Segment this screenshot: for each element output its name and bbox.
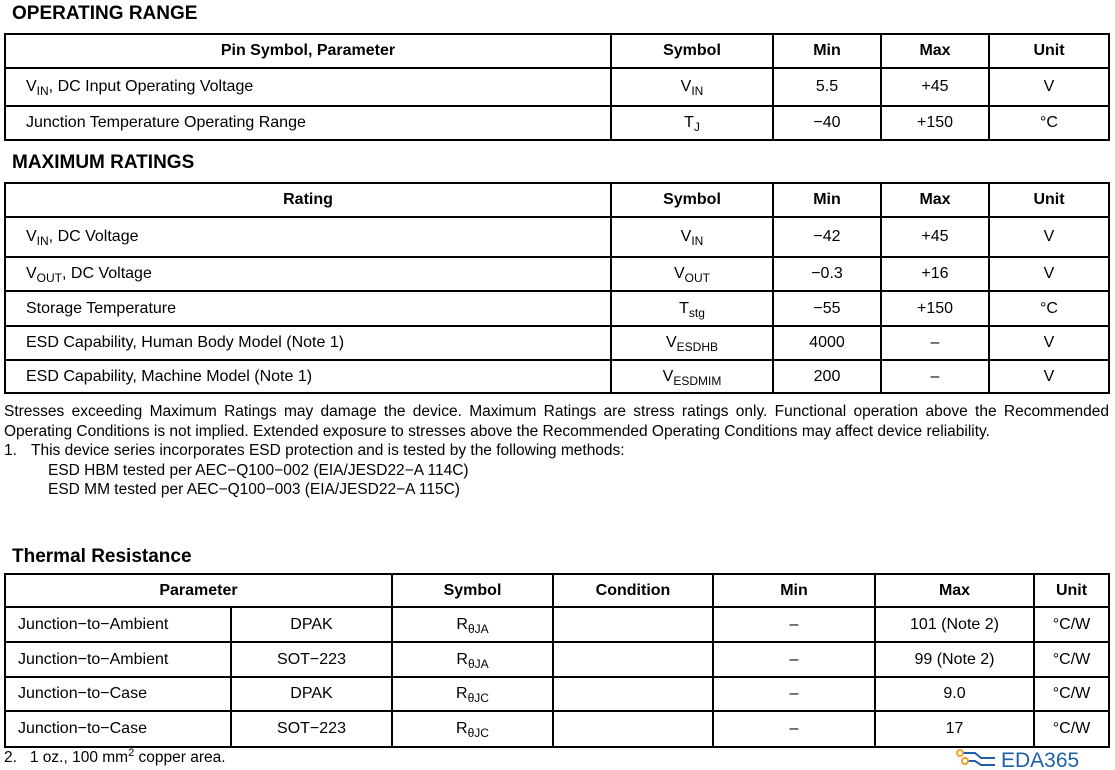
unit-cell: V [989, 217, 1109, 257]
max-cell: 17 [875, 711, 1034, 747]
max-cell: +150 [881, 106, 989, 140]
package-cell: SOT−223 [231, 711, 392, 747]
parameter-text: V [26, 228, 37, 245]
operating-range-title: OPERATING RANGE [12, 3, 198, 24]
symbol-subscript: ESDHB [676, 340, 718, 354]
symbol-base: T [684, 114, 694, 131]
column-header: Min [713, 574, 875, 607]
symbol-subscript: stg [688, 305, 705, 320]
symbol-base: R [456, 650, 468, 668]
condition-cell [553, 607, 713, 642]
unit-cell: °C/W [1034, 607, 1109, 642]
table-row [5, 607, 1109, 642]
symbol-subscript: θJC [467, 691, 489, 705]
column-header: Unit [989, 34, 1109, 68]
symbol-cell [611, 291, 773, 326]
symbol-base: V [673, 265, 685, 282]
note-1-mm: ESD MM tested per AEC−Q100−003 (EIA/JESD22−A 115C) [48, 481, 460, 498]
footnote-sup: 2 [128, 746, 135, 759]
symbol-subscript: IN [691, 84, 704, 98]
parameter-cell [5, 217, 611, 257]
footnote-text: 1 oz., 100 mm [29, 749, 129, 766]
note-1-text: This device series incorporates ESD protection and is tested by the following methods: [31, 442, 625, 459]
symbol-subscript: J [693, 120, 700, 134]
table-row [5, 257, 1109, 291]
note-1-hbm: ESD HBM tested per AEC−Q100−002 (EIA/JESD22−A 114C) [48, 461, 469, 479]
unit-cell: °C/W [1034, 711, 1109, 747]
unit-cell: V [989, 360, 1109, 393]
min-cell: – [713, 711, 875, 747]
table-row [5, 68, 1109, 106]
symbol-cell [611, 106, 773, 140]
footnote-2 [4, 746, 226, 767]
column-header: Symbol [392, 574, 553, 607]
min-cell: 5.5 [773, 68, 881, 106]
condition-cell [553, 642, 713, 677]
column-header: Max [881, 183, 989, 217]
thermal-resistance-table [4, 573, 1110, 748]
parameter-subscript: IN [36, 84, 49, 98]
table-row [5, 677, 1109, 711]
symbol-base: R [456, 720, 468, 737]
symbol-cell [611, 326, 773, 360]
package-cell: SOT−223 [231, 642, 392, 677]
note-1-number: 1. [4, 442, 17, 459]
parameter-cell [5, 360, 611, 393]
symbol-subscript: θJA [467, 621, 489, 636]
min-cell: −40 [773, 106, 881, 140]
symbol-subscript: θJC [467, 726, 489, 740]
parameter-cell [5, 326, 611, 360]
symbol-base: R [456, 615, 468, 633]
unit-cell: °C/W [1034, 642, 1109, 677]
min-cell: −0.3 [773, 257, 881, 291]
max-cell: – [881, 326, 989, 360]
symbol-subscript: IN [691, 234, 704, 248]
unit-cell: °C [989, 106, 1109, 140]
unit-cell: V [989, 257, 1109, 291]
column-header: Symbol [611, 183, 773, 217]
parameter-subscript: OUT [36, 271, 63, 285]
symbol-cell [611, 257, 773, 291]
column-header: Condition [553, 574, 713, 607]
column-header: Max [875, 574, 1034, 607]
max-cell: – [881, 360, 989, 393]
parameter-cell: Junction−to−Ambient [5, 607, 231, 642]
table-row [5, 217, 1109, 257]
symbol-base: T [679, 299, 689, 317]
parameter-text-rest: , DC Voltage [48, 228, 139, 245]
package-cell: DPAK [231, 607, 392, 642]
column-header: Rating [5, 183, 611, 217]
footnote-number: 2. [4, 749, 17, 766]
max-cell: +150 [881, 291, 989, 326]
symbol-cell [611, 68, 773, 106]
symbol-cell [611, 360, 773, 393]
min-cell: 200 [773, 360, 881, 393]
parameter-cell: Junction−to−Case [5, 677, 231, 711]
max-cell: 101 (Note 2) [875, 607, 1034, 642]
symbol-subscript: ESDMIM [673, 373, 722, 388]
parameter-text-rest: , DC Voltage [62, 265, 152, 282]
symbol-base: R [456, 685, 468, 702]
symbol-base: V [665, 334, 677, 351]
symbol-subscript: θJA [467, 656, 489, 671]
symbol-base: V [680, 228, 692, 245]
thermal-resistance-title: Thermal Resistance [12, 546, 192, 567]
watermark-text: EDA365 [1001, 749, 1080, 770]
min-cell: – [713, 642, 875, 677]
column-header: Max [881, 34, 989, 68]
symbol-base: V [680, 78, 692, 95]
parameter-text: V [26, 265, 37, 282]
maximum-ratings-table [4, 182, 1110, 394]
table-row [5, 642, 1109, 677]
symbol-cell [611, 217, 773, 257]
table-row [5, 711, 1109, 747]
parameter-text: ESD Capability, Human Body Model (Note 1) [26, 334, 345, 351]
parameter-cell: Junction−to−Case [5, 711, 231, 747]
parameter-cell [5, 291, 611, 326]
stress-note: Stresses exceeding Maximum Ratings may damage the device. Maximum Ratings are stress ratings only. Functional operation above the Recommended Operating Conditions is not implied. Extended exposure to stresses above the Recommended Operating Conditions may affect device reliability. [4, 403, 1109, 440]
symbol-cell [392, 607, 553, 642]
parameter-text: Junction Temperature Operating Range [26, 114, 306, 131]
column-header: Unit [989, 183, 1109, 217]
min-cell: 4000 [773, 326, 881, 360]
column-header: Min [773, 183, 881, 217]
parameter-cell: Junction−to−Ambient [5, 642, 231, 677]
parameter-text-rest: , DC Input Operating Voltage [48, 78, 254, 95]
max-cell: +45 [881, 217, 989, 257]
unit-cell: °C/W [1034, 677, 1109, 711]
symbol-cell [392, 642, 553, 677]
symbol-cell [392, 677, 553, 711]
parameter-cell [5, 257, 611, 291]
parameter-subscript: IN [36, 234, 49, 248]
parameter-cell [5, 106, 611, 140]
parameter-text: V [26, 78, 37, 95]
symbol-base: V [662, 367, 674, 385]
parameter-cell [5, 68, 611, 106]
min-cell: – [713, 677, 875, 711]
max-cell: 9.0 [875, 677, 1034, 711]
package-cell: DPAK [231, 677, 392, 711]
column-header: Symbol [611, 34, 773, 68]
min-cell: – [713, 607, 875, 642]
unit-cell: V [989, 68, 1109, 106]
table-row [5, 360, 1109, 393]
max-cell: +45 [881, 68, 989, 106]
symbol-cell [392, 711, 553, 747]
min-cell: −42 [773, 217, 881, 257]
eda365-watermark-logo [955, 747, 1110, 770]
unit-cell: V [989, 326, 1109, 360]
column-header: Unit [1034, 574, 1109, 607]
unit-cell: °C [989, 291, 1109, 326]
min-cell: −55 [773, 291, 881, 326]
column-header: Parameter [5, 574, 392, 607]
footnote-text-end: copper area. [134, 749, 226, 766]
parameter-text: Storage Temperature [26, 299, 177, 317]
condition-cell [553, 711, 713, 747]
table-row [5, 291, 1109, 326]
max-cell: +16 [881, 257, 989, 291]
column-header: Pin Symbol, Parameter [5, 34, 611, 68]
symbol-subscript: OUT [684, 271, 710, 285]
table-row [5, 106, 1109, 140]
condition-cell [553, 677, 713, 711]
operating-range-table [4, 33, 1110, 141]
max-cell: 99 (Note 2) [875, 642, 1034, 677]
parameter-text: ESD Capability, Machine Model (Note 1) [26, 367, 313, 385]
column-header: Min [773, 34, 881, 68]
maximum-ratings-title: MAXIMUM RATINGS [12, 152, 195, 173]
notes [4, 402, 1109, 500]
table-row [5, 326, 1109, 360]
